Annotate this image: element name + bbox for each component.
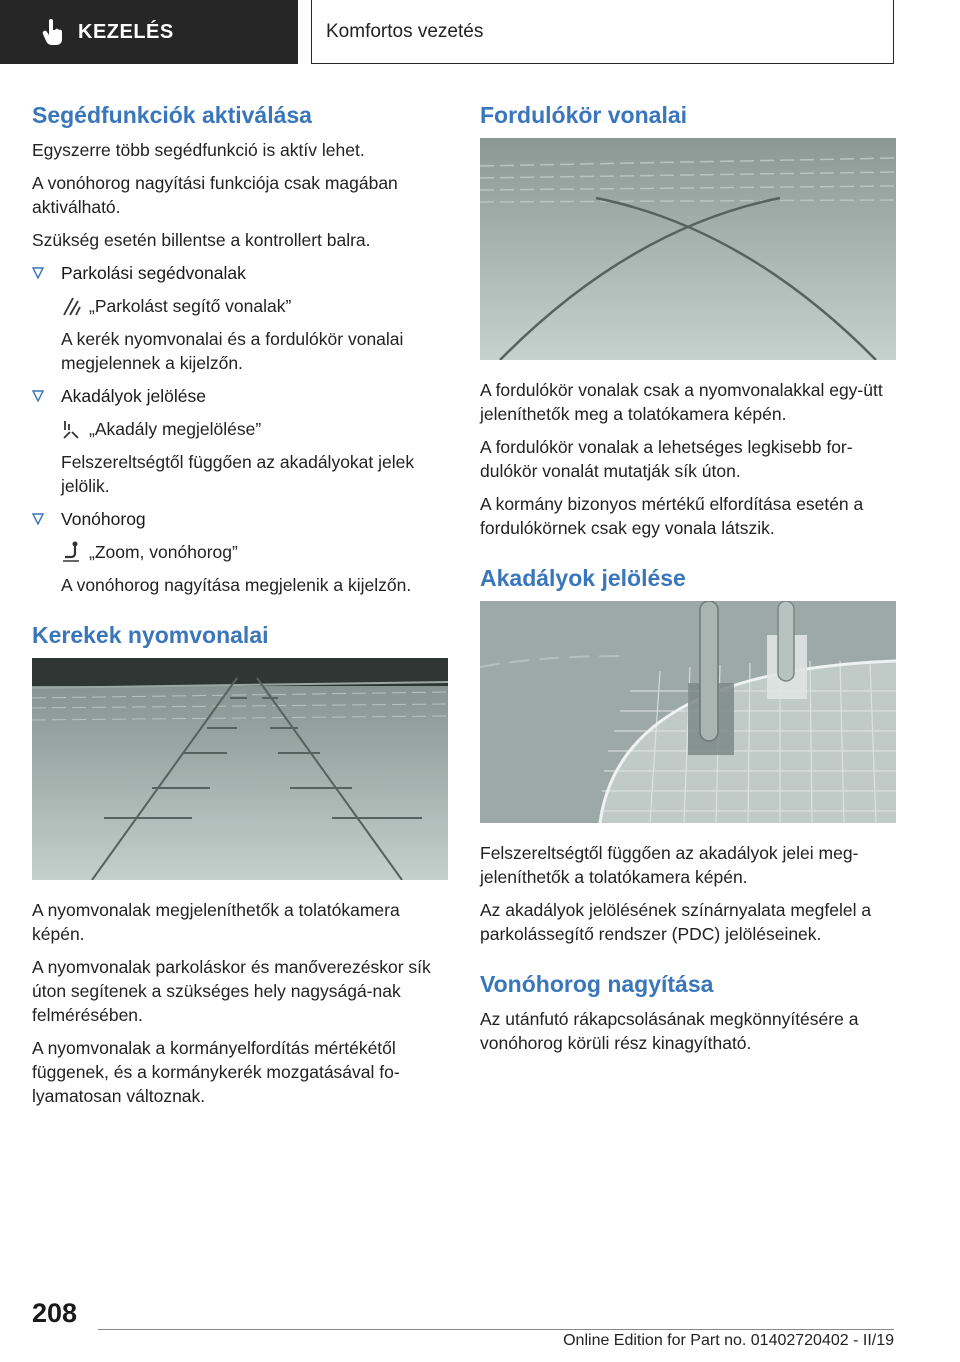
- triangle-bullet-icon: [32, 513, 44, 525]
- turning-circle-image: [480, 138, 896, 360]
- paragraph: A fordulókör vonalak csak a nyomvonalakkal egy-ütt jeleníthetők meg a tolatókamera képén.: [480, 380, 883, 424]
- paragraph: Az akadályok jelölésének színárnyalata megfelel a parkolássegítő rendszer (PDC) jelöléseinek.: [480, 900, 872, 944]
- icon-label: „Parkolást segítő vonalak”: [89, 296, 292, 316]
- item-description: Felszereltségtől függően az akadályokat jelek jelölik.: [61, 452, 415, 496]
- paragraph: A fordulókör vonalak a lehetséges legkisebb for-dulókör vonalát mutatják sík úton.: [480, 437, 853, 481]
- list-item-detail: [32, 417, 448, 498]
- edition-text: Online Edition for Part no. 01402720402 - II/19: [563, 1332, 894, 1349]
- wheel-tracks-image: [32, 658, 448, 880]
- item-description: A kerék nyomvonalai és a fordulókör vonalai megjelennek a kijelzőn.: [61, 329, 404, 373]
- chapter-header: [311, 0, 894, 64]
- section-tab: [0, 0, 298, 64]
- paragraph: A nyomvonalak parkoláskor és manőverezéskor sík úton segítenek a szükséges hely nagyságá-nak felmérésében.: [32, 957, 431, 1025]
- paragraph: Az utánfutó rákapcsolásának megkönnyítésére a vonóhorog körüli rész kinagyítható.: [480, 1009, 859, 1053]
- paragraph: Szükség esetén billentse a kontrollert balra.: [32, 230, 371, 250]
- heading-obstacles: Akadályok jelölése: [480, 565, 686, 591]
- heading-activate: Segédfunkciók aktiválása: [32, 102, 312, 128]
- obstacle-marking-image: [480, 601, 896, 823]
- section-label: KEZELÉS: [78, 20, 174, 43]
- list-item: [32, 384, 448, 408]
- item-description: A vonóhorog nagyítása megjelenik a kijelzőn.: [61, 575, 412, 595]
- paragraph: A nyomvonalak a kormányelfordítás mértékétől függenek, és a kormánykerék mozgatásával fo-lyamatosan változnak.: [32, 1038, 400, 1106]
- list-item-title: Akadályok jelölése: [61, 386, 206, 406]
- chapter-title: Komfortos vezetés: [326, 20, 484, 42]
- paragraph: A nyomvonalak megjeleníthetők a tolatókamera képén.: [32, 900, 400, 944]
- paragraph: A kormány bizonyos mértékű elfordítása esetén a fordulókörnek csak egy vonala látszik.: [480, 494, 864, 538]
- left-column: [32, 100, 448, 1117]
- list-item: [32, 507, 448, 531]
- heading-tracks: Kerekek nyomvonalai: [32, 622, 269, 648]
- obstacle-marker-icon: [61, 418, 81, 440]
- right-column: [480, 100, 896, 1064]
- heading-turning: Fordulókör vonalai: [480, 102, 688, 128]
- tow-hook-icon: [61, 541, 81, 563]
- page-number: 208: [32, 1298, 78, 1328]
- icon-label: „Akadály megjelölése”: [89, 419, 262, 439]
- footer-divider: [98, 1329, 894, 1330]
- list-item-detail: [32, 294, 448, 375]
- paragraph: A vonóhorog nagyítási funkciója csak magában aktiválható.: [32, 173, 398, 217]
- parking-lines-icon: [61, 295, 81, 317]
- icon-label: „Zoom, vonóhorog”: [89, 542, 238, 562]
- list-item: [32, 261, 448, 285]
- triangle-bullet-icon: [32, 390, 44, 402]
- heading-zoom: Vonóhorog nagyítása: [480, 971, 714, 997]
- list-item-detail: [32, 540, 448, 597]
- hand-pointer-icon: [42, 19, 64, 45]
- list-item-title: Parkolási segédvonalak: [61, 263, 246, 283]
- paragraph: Egyszerre több segédfunkció is aktív lehet.: [32, 140, 365, 160]
- triangle-bullet-icon: [32, 267, 44, 279]
- list-item-title: Vonóhorog: [61, 509, 146, 529]
- paragraph: Felszereltségtől függően az akadályok jelei meg-jeleníthetők a tolatókamera képén.: [480, 843, 859, 887]
